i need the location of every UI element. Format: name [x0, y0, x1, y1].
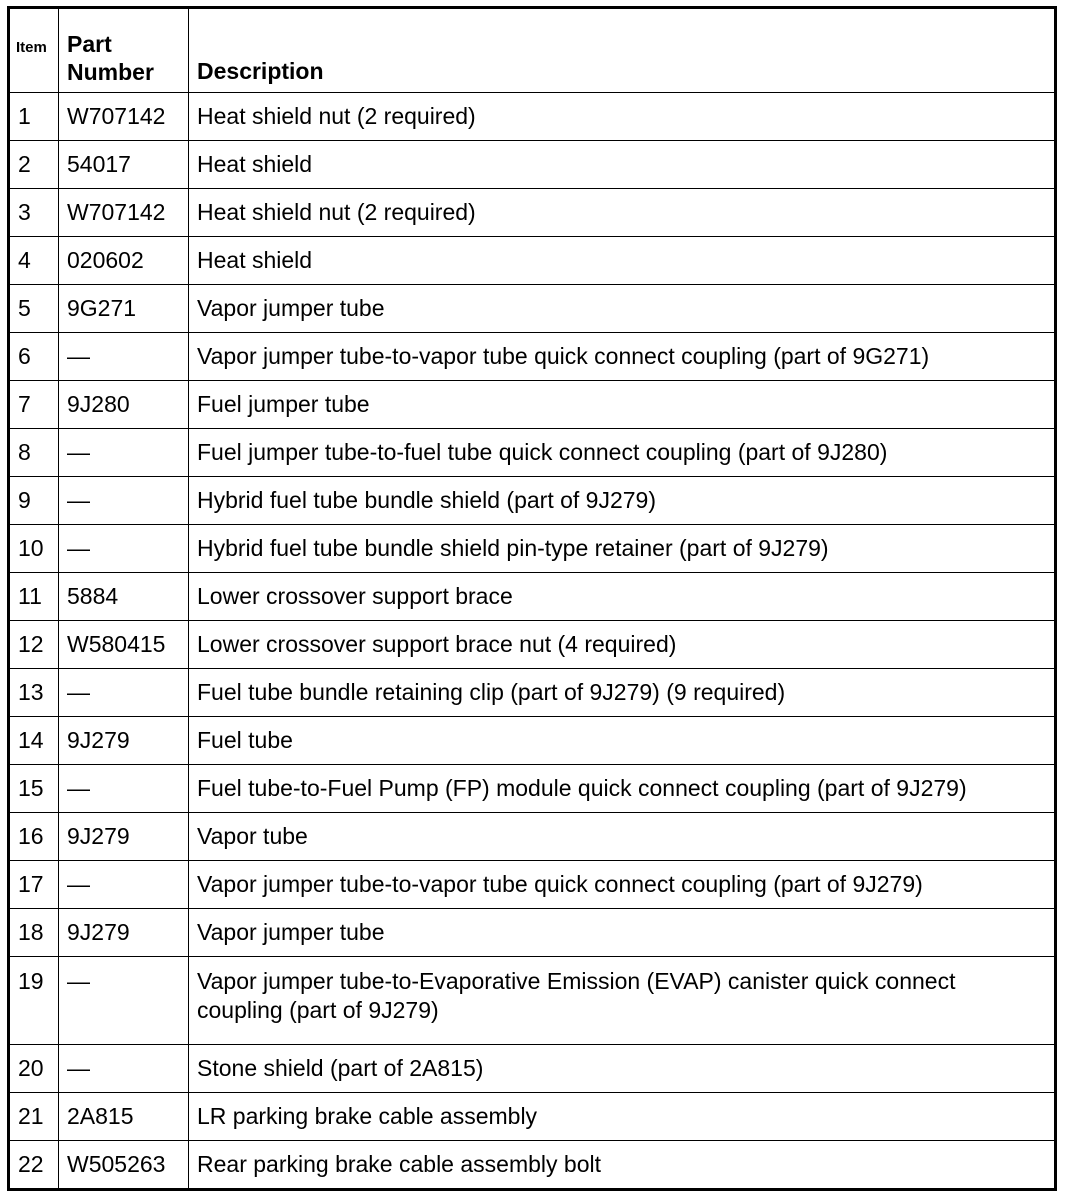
- header-row: [9, 8, 1056, 93]
- cell-part-number: —: [59, 861, 189, 909]
- table-row: [9, 141, 1056, 189]
- cell-item: 5: [9, 285, 59, 333]
- cell-item: 2: [9, 141, 59, 189]
- cell-description: Fuel tube: [189, 717, 1056, 765]
- cell-item: 15: [9, 765, 59, 813]
- table-row: [9, 717, 1056, 765]
- table-row: [9, 381, 1056, 429]
- table-row: [9, 861, 1056, 909]
- cell-item: 18: [9, 909, 59, 957]
- cell-description: Vapor jumper tube-to-vapor tube quick connect coupling (part of 9G271): [189, 333, 1056, 381]
- cell-part-number: —: [59, 333, 189, 381]
- cell-part-number: —: [59, 957, 189, 1045]
- cell-description: Vapor jumper tube-to-vapor tube quick connect coupling (part of 9J279): [189, 861, 1056, 909]
- cell-item: 6: [9, 333, 59, 381]
- cell-description: Lower crossover support brace: [189, 573, 1056, 621]
- cell-description: LR parking brake cable assembly: [189, 1093, 1056, 1141]
- cell-part-number: —: [59, 525, 189, 573]
- cell-description: Fuel tube bundle retaining clip (part of 9J279) (9 required): [189, 669, 1056, 717]
- cell-item: 13: [9, 669, 59, 717]
- table-row: [9, 813, 1056, 861]
- cell-item: 9: [9, 477, 59, 525]
- cell-description: Lower crossover support brace nut (4 required): [189, 621, 1056, 669]
- cell-part-number: 9J280: [59, 381, 189, 429]
- table-row: [9, 1093, 1056, 1141]
- cell-item: 22: [9, 1141, 59, 1190]
- cell-part-number: —: [59, 477, 189, 525]
- cell-description: Vapor jumper tube-to-Evaporative Emission (EVAP) canister quick connect coupling (part of 9J279): [189, 957, 1056, 1045]
- table-row: [9, 525, 1056, 573]
- table-row: [9, 93, 1056, 141]
- table-row: [9, 573, 1056, 621]
- cell-part-number: —: [59, 765, 189, 813]
- header-description: Description: [189, 8, 1056, 93]
- header-item: Item: [9, 8, 59, 93]
- cell-item: 4: [9, 237, 59, 285]
- cell-part-number: W505263: [59, 1141, 189, 1190]
- cell-part-number: 5884: [59, 573, 189, 621]
- cell-item: 8: [9, 429, 59, 477]
- header-part-number-line1: Part: [67, 31, 112, 57]
- header-part-number: [59, 8, 189, 93]
- cell-part-number: 020602: [59, 237, 189, 285]
- table-row: [9, 333, 1056, 381]
- cell-item: 20: [9, 1045, 59, 1093]
- cell-part-number: W580415: [59, 621, 189, 669]
- cell-description: Fuel tube-to-Fuel Pump (FP) module quick connect coupling (part of 9J279): [189, 765, 1056, 813]
- table-row: [9, 957, 1056, 1045]
- cell-part-number: 9G271: [59, 285, 189, 333]
- cell-description: Heat shield nut (2 required): [189, 93, 1056, 141]
- cell-description: Hybrid fuel tube bundle shield (part of 9J279): [189, 477, 1056, 525]
- cell-part-number: W707142: [59, 189, 189, 237]
- cell-item: 3: [9, 189, 59, 237]
- cell-description: Fuel jumper tube-to-fuel tube quick connect coupling (part of 9J280): [189, 429, 1056, 477]
- cell-part-number: 9J279: [59, 909, 189, 957]
- cell-description: Hybrid fuel tube bundle shield pin-type retainer (part of 9J279): [189, 525, 1056, 573]
- cell-item: 17: [9, 861, 59, 909]
- cell-part-number: —: [59, 1045, 189, 1093]
- table-row: [9, 285, 1056, 333]
- cell-description: Stone shield (part of 2A815): [189, 1045, 1056, 1093]
- cell-description: Fuel jumper tube: [189, 381, 1056, 429]
- cell-description: Vapor jumper tube: [189, 909, 1056, 957]
- cell-part-number: —: [59, 669, 189, 717]
- cell-part-number: 9J279: [59, 813, 189, 861]
- cell-part-number: W707142: [59, 93, 189, 141]
- table-row: [9, 765, 1056, 813]
- table-row: [9, 1141, 1056, 1190]
- table-row: [9, 909, 1056, 957]
- cell-description: Vapor tube: [189, 813, 1056, 861]
- cell-item: 21: [9, 1093, 59, 1141]
- cell-item: 12: [9, 621, 59, 669]
- table-row: [9, 429, 1056, 477]
- table-row: [9, 237, 1056, 285]
- parts-table: [7, 6, 1057, 1191]
- cell-description: Rear parking brake cable assembly bolt: [189, 1141, 1056, 1190]
- table-row: [9, 189, 1056, 237]
- cell-item: 11: [9, 573, 59, 621]
- cell-description: Heat shield: [189, 237, 1056, 285]
- cell-description: Heat shield: [189, 141, 1056, 189]
- cell-item: 10: [9, 525, 59, 573]
- cell-description: Heat shield nut (2 required): [189, 189, 1056, 237]
- table-row: [9, 621, 1056, 669]
- table-row: [9, 669, 1056, 717]
- cell-item: 19: [9, 957, 59, 1045]
- cell-item: 7: [9, 381, 59, 429]
- cell-description: Vapor jumper tube: [189, 285, 1056, 333]
- table-row: [9, 477, 1056, 525]
- cell-part-number: 54017: [59, 141, 189, 189]
- header-part-number-line2: Number: [67, 59, 154, 85]
- cell-part-number: 9J279: [59, 717, 189, 765]
- cell-part-number: —: [59, 429, 189, 477]
- table-row: [9, 1045, 1056, 1093]
- cell-item: 16: [9, 813, 59, 861]
- cell-part-number: 2A815: [59, 1093, 189, 1141]
- cell-item: 1: [9, 93, 59, 141]
- cell-item: 14: [9, 717, 59, 765]
